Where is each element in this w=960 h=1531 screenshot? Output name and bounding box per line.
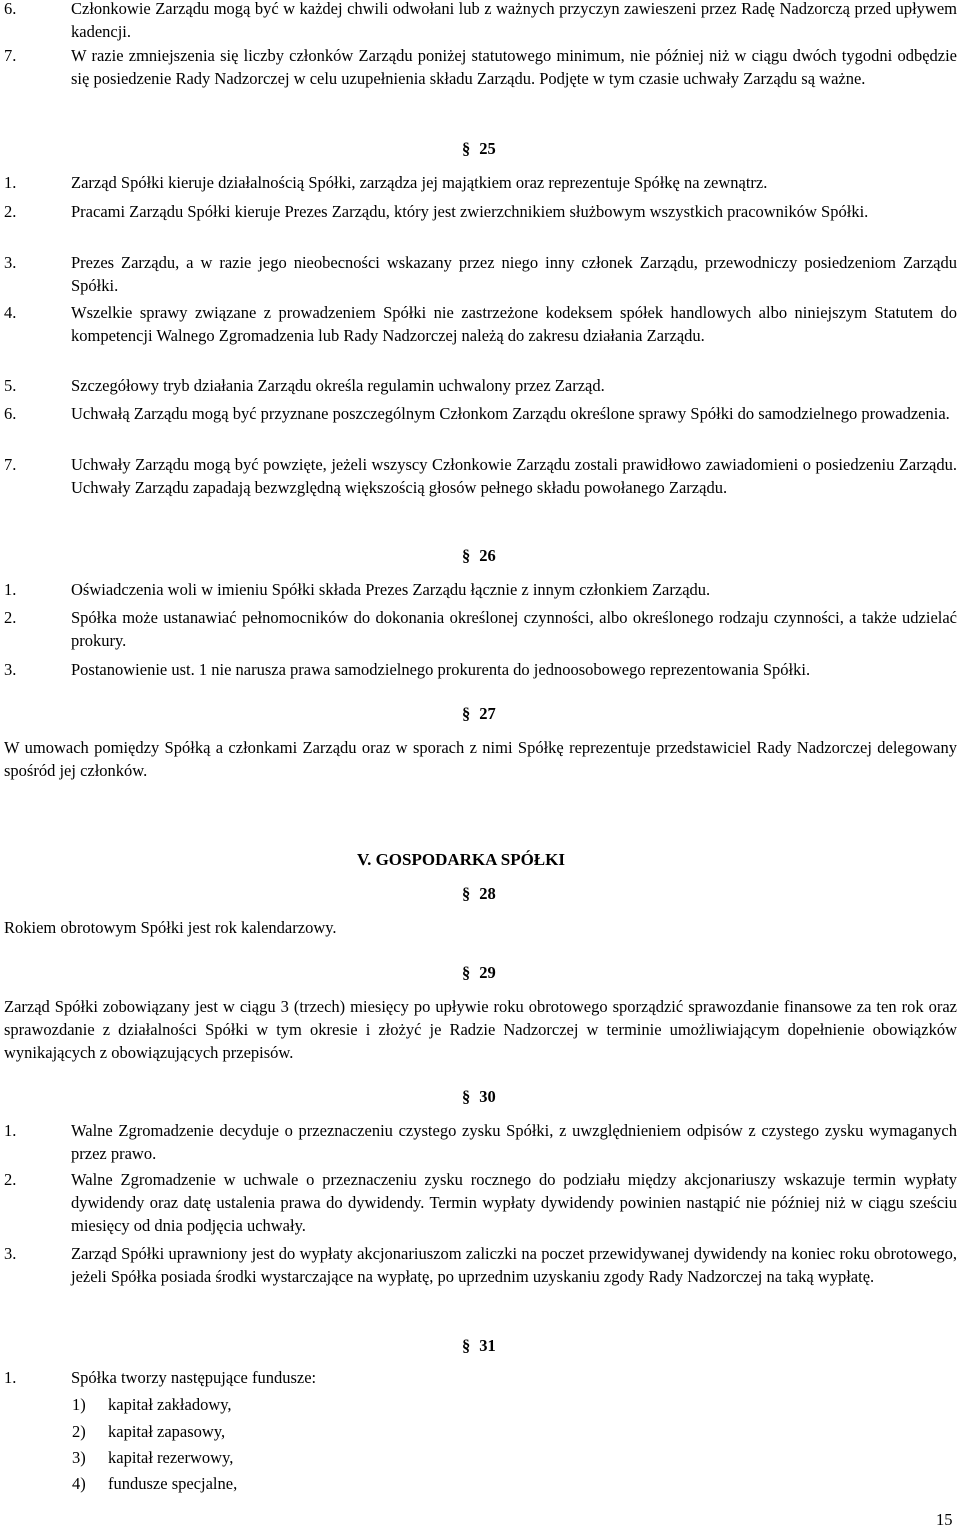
paragraph-symbol-icon: § [462,963,471,982]
fund-list-item [72,1472,237,1495]
section-number: 25 [479,139,496,158]
fund-list-item [72,1393,232,1416]
list-item [4,402,957,425]
item-text: Uchwały Zarządu mogą być powzięte, jeżeli wszyscy Członkowie Zarządu zostali prawidłowo zawiadomieni o posiedzeniu Zarządu. Uchwały Zarządu zapadają bezwzględną większością głosów pełnego składu powołanego Zarządu. [71,455,957,497]
chapter-title: V. GOSPODARKA SPÓŁKI [357,850,565,869]
item-text: Zarząd Spółki uprawniony jest do wypłaty akcjonariuszom zaliczki na poczet przewidywanej dywidendy na koniec roku obrotowego, jeżeli Spółka posiada środki wystarczające na wypłatę, po uprzednim uzyskaniu zgody Rady Nadzorczej na taką wypłatę. [71,1244,957,1286]
paragraph-text: Zarząd Spółki zobowiązany jest w ciągu 3 (trzech) miesięcy po upływie roku obrotowego sporządzić sprawozdanie finansowe za ten rok oraz sprawozdanie z działalności Spółki w tym okresie i złożyć je Radzie Nadzorczej w terminie umożliwiającym dopełnienie obowiązków wynikających z obowiązujących przepisów. [4,997,957,1062]
item-number: 4) [72,1474,86,1493]
paragraph-text: W umowach pomiędzy Spółką a członkami Zarządu oraz w sporach z nimi Spółkę reprezentuje przedstawiciel Rady Nadzorczej delegowany spośród jej członków. [4,738,957,780]
page-number: 15 [936,1510,953,1529]
paragraph-symbol-icon: § [462,139,471,158]
item-number: 1. [4,1368,17,1387]
section-heading-25 [462,137,496,160]
item-number: 7. [4,455,17,474]
item-text: Spółka może ustanawiać pełnomocników do dokonania określonej czynności, albo określonego rodzaju czynności, a także udzielać prokury. [71,608,957,650]
item-text: Oświadczenia woli w imieniu Spółki składa Prezes Zarządu łącznie z innym członkiem Zarządu. [71,580,711,599]
item-text: Szczegółowy tryb działania Zarządu określa regulamin uchwalony przez Zarząd. [71,376,605,395]
item-number: 3. [4,660,17,679]
item-text: W razie zmniejszenia się liczby członków Zarządu poniżej statutowego minimum, nie później niż w ciągu dwóch tygodni odbędzie się posiedzenie Rady Nadzorczej w celu uzupełnienia składu Zarządu. Podjęte w tym czasie uchwały Zarządu są ważne. [71,46,957,88]
section-number: 30 [479,1087,496,1106]
paragraph-symbol-icon: § [462,546,471,565]
list-item [4,578,957,601]
item-number: 7. [4,46,17,65]
item-number: 6. [4,0,17,18]
item-number: 1. [4,173,17,192]
section-number: 27 [479,704,496,723]
item-number: 1) [72,1395,86,1414]
item-text: Wszelkie sprawy związane z prowadzeniem Spółki nie zastrzeżone kodeksem spółek handlowych albo niniejszym Statutem do kompetencji Walnego Zgromadzenia lub Rady Nadzorczej należą do zakresu działania Zarządu. [71,303,957,345]
section-number: 28 [479,884,496,903]
item-number: 3) [72,1448,86,1467]
list-item [4,658,957,681]
paragraph-symbol-icon: § [462,1087,471,1106]
list-item [4,301,957,347]
list-item [4,1119,957,1165]
item-text: Zarząd Spółki kieruje działalnością Spółki, zarządza jej majątkiem oraz reprezentuje Spółkę na zewnątrz. [71,173,768,192]
paragraph-text: Rokiem obrotowym Spółki jest rok kalendarzowy. [4,918,337,937]
item-text: Spółka tworzy następujące fundusze: [71,1368,317,1387]
section-heading-30 [462,1085,496,1108]
section-heading-26 [462,544,496,567]
item-number: 2) [72,1422,86,1441]
item-number: 3. [4,253,17,272]
item-text: Walne Zgromadzenie w uchwale o przeznaczeniu zysku rocznego do podziału między akcjonariuszy wskazuje termin wypłaty dywidendy oraz datę ustalenia prawa do dywidendy. Termin wypłaty dywidendy powinien nastąpić nie później niż w ciągu sześciu miesięcy od dnia podjęcia uchwały. [71,1170,957,1235]
list-item [4,251,957,297]
item-number: 6. [4,404,17,423]
section-heading-28 [462,882,496,905]
item-number: 1. [4,580,17,599]
item-text: Prezes Zarządu, a w razie jego nieobecności wskazany przez niego inny członek Zarządu, przewodniczy posiedzeniom Zarządu Spółki. [71,253,957,295]
item-text: Pracami Zarządu Spółki kieruje Prezes Zarządu, który jest zwierzchnikiem służbowym wszystkich pracowników Spółki. [71,202,869,221]
list-item [4,0,957,43]
section-number: 31 [479,1336,496,1355]
paragraph-symbol-icon: § [462,704,471,723]
item-text: fundusze specjalne, [108,1474,238,1493]
item-number: 2. [4,1170,17,1189]
list-item [4,171,957,194]
list-item [4,606,957,652]
list-item [4,1366,957,1389]
section-heading-29 [462,961,496,984]
item-text: kapitał rezerwowy, [108,1448,234,1467]
item-number: 2. [4,608,17,627]
list-item [4,200,957,223]
item-number: 3. [4,1244,17,1263]
section-number: 26 [479,546,496,565]
list-item [4,1168,957,1237]
item-text: Członkowie Zarządu mogą być w każdej chwili odwołani lub z ważnych przyczyn zawieszeni przez Radę Nadzorczą przed upływem kadencji. [71,0,957,41]
item-number: 1. [4,1121,17,1140]
item-text: Postanowienie ust. 1 nie narusza prawa samodzielnego prokurenta do jednoosobowego reprezentowania Spółki. [71,660,811,679]
list-item [4,374,957,397]
list-item [4,1242,957,1288]
item-text: kapitał zakładowy, [108,1395,232,1414]
item-text: Uchwałą Zarządu mogą być przyznane poszczególnym Członkom Zarządu określone sprawy Spółki do samodzielnego prowadzenia. [71,404,950,423]
section-heading-27 [462,702,496,725]
fund-list-item [72,1420,225,1443]
fund-list-item [72,1446,233,1469]
paragraph-symbol-icon: § [462,1336,471,1355]
list-item [4,44,957,90]
section-number: 29 [479,963,496,982]
section-heading-31 [462,1334,496,1357]
item-text: kapitał zapasowy, [108,1422,226,1441]
item-text: Walne Zgromadzenie decyduje o przeznaczeniu czystego zysku Spółki, z uwzględnieniem odpisów z czystego zysku wymaganych przez prawo. [71,1121,957,1163]
item-number: 5. [4,376,17,395]
item-number: 4. [4,303,17,322]
paragraph-symbol-icon: § [462,884,471,903]
list-item [4,453,957,499]
item-number: 2. [4,202,17,221]
